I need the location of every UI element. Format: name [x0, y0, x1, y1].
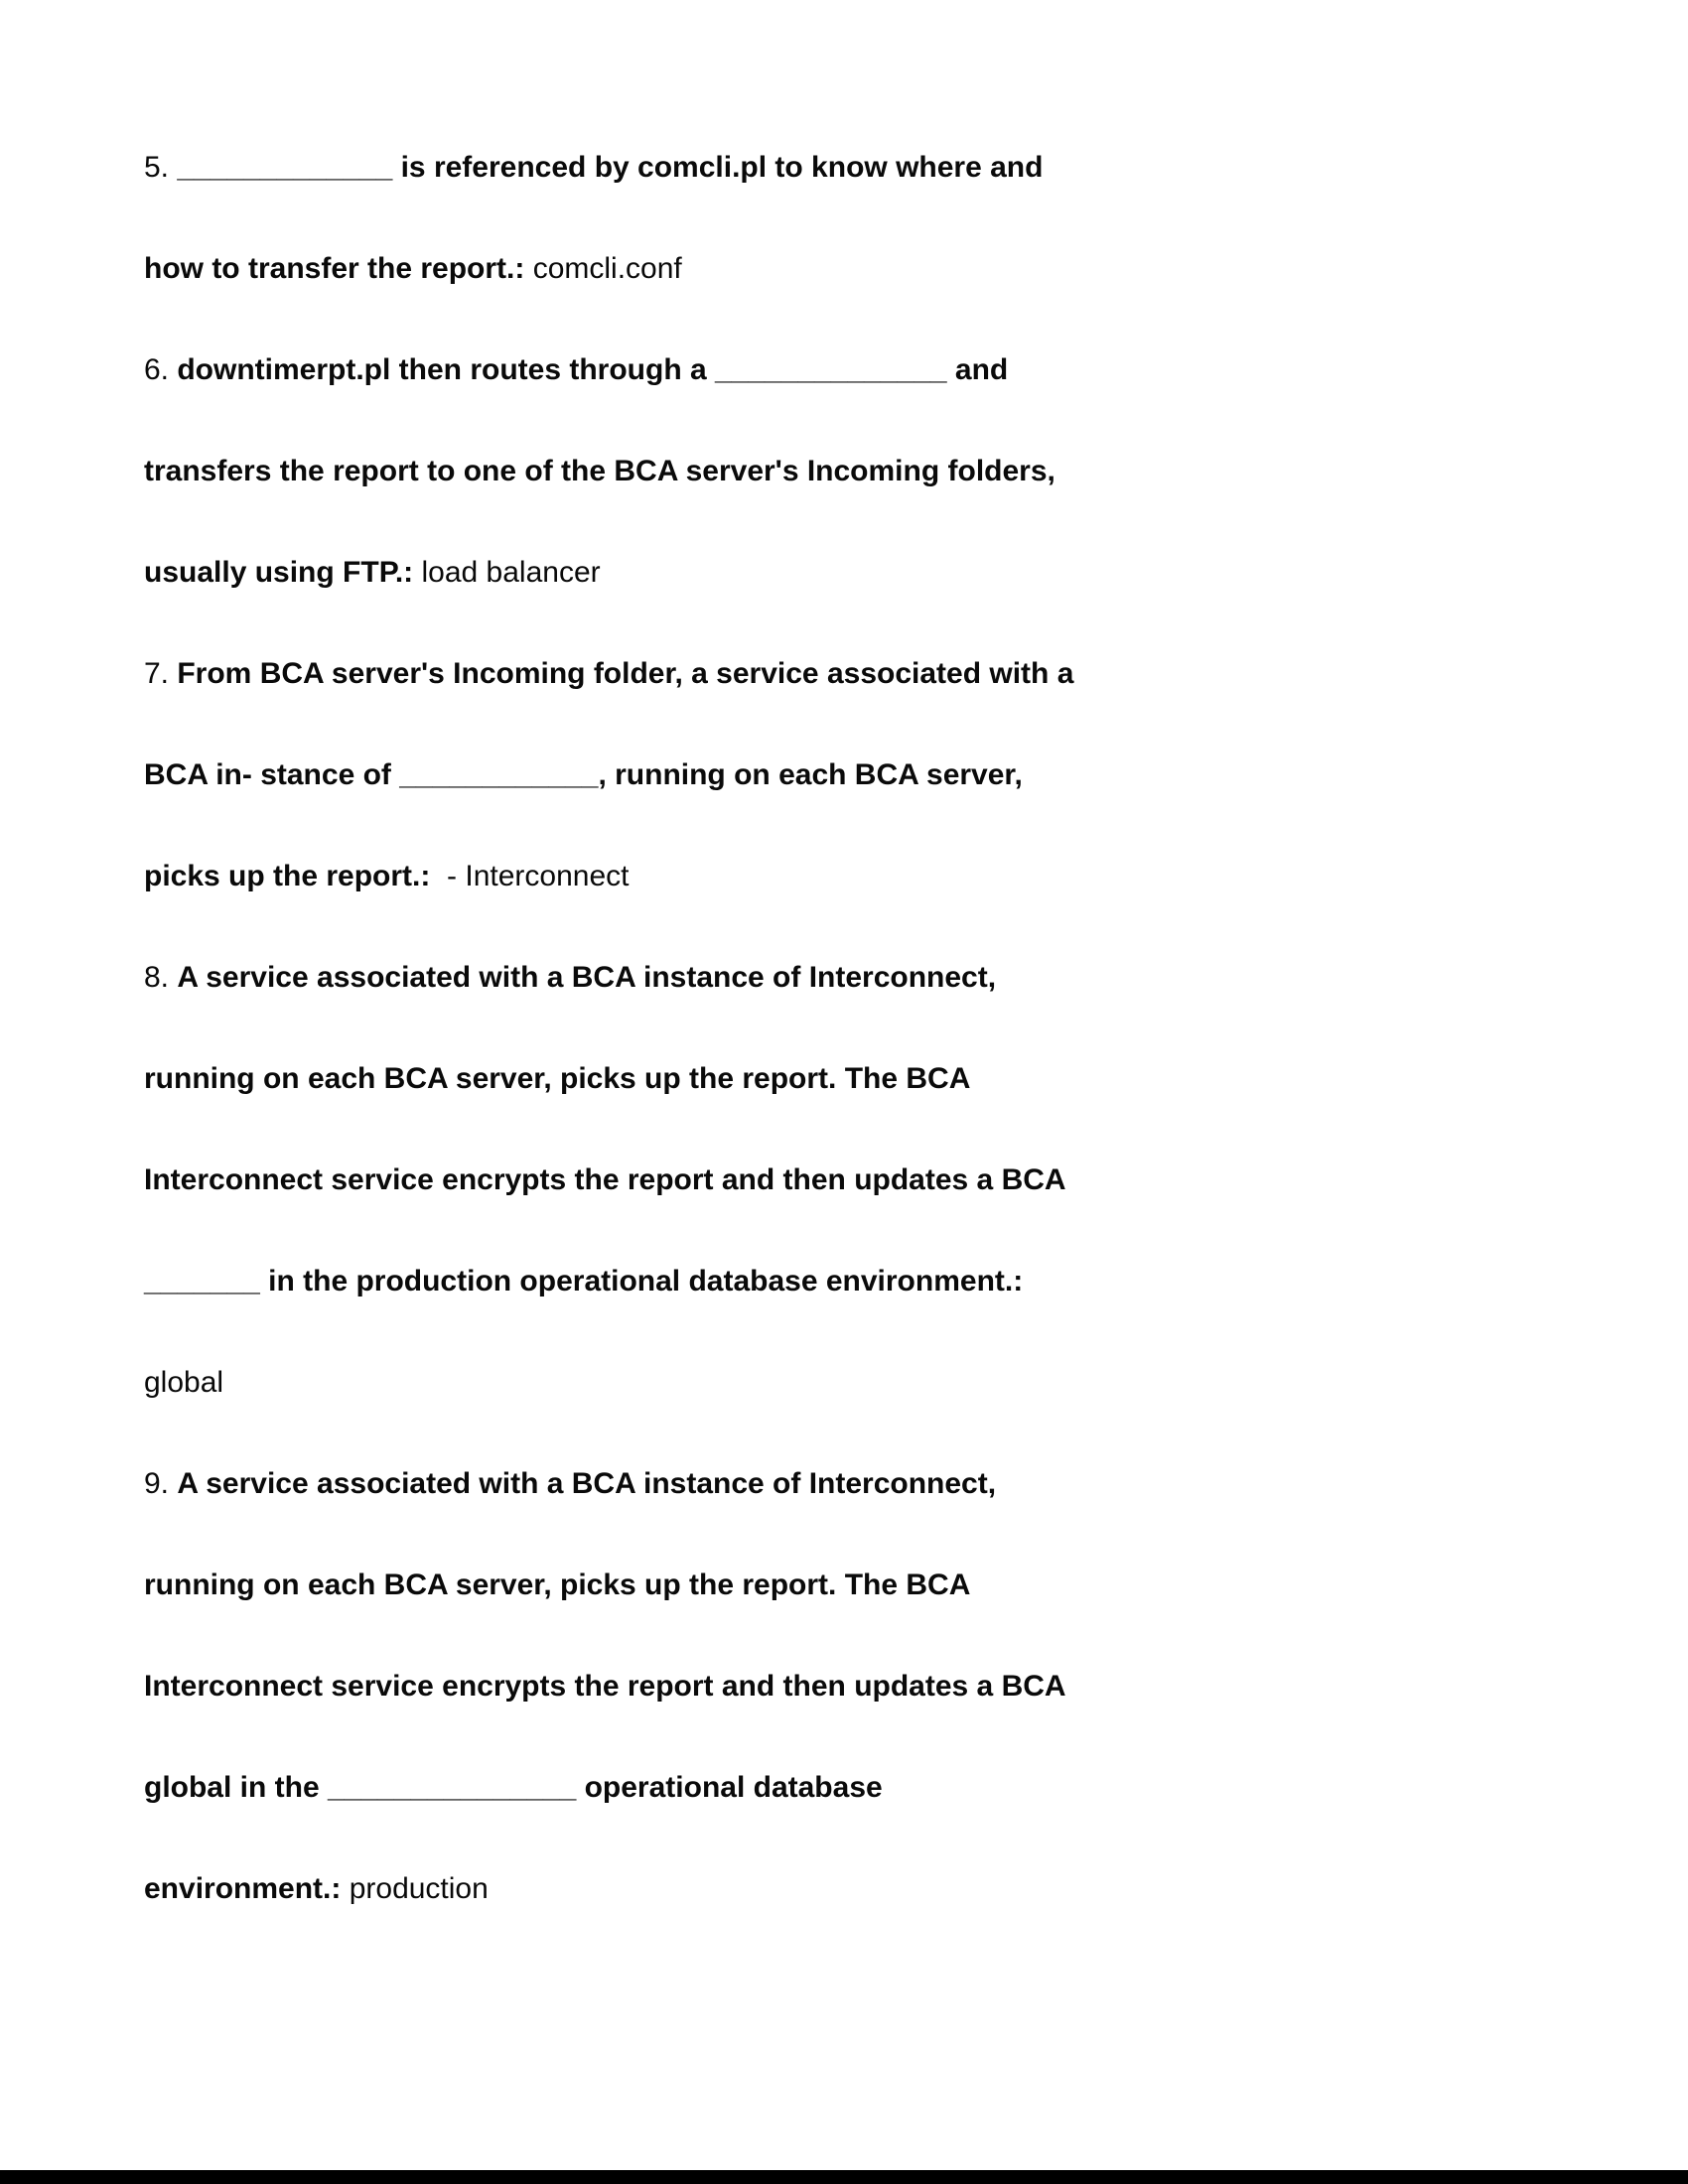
answer-text: comcli.conf [532, 252, 682, 285]
qa-item [144, 623, 1077, 927]
item-number: 9. [144, 1467, 178, 1500]
document-content [144, 117, 1077, 1940]
answer-text: production [349, 1872, 489, 1905]
question-text: A service associated with a BCA instance of Interconnect, running on each BCA server, picks up the report. The BCA Interconnect service encrypts the report and then updates a BCA global in the _______________ operational database environment.: [144, 1467, 1065, 1905]
item-number: 8. [144, 961, 178, 994]
qa-item [144, 117, 1077, 320]
item-number: 7. [144, 657, 178, 690]
answer-text: load balancer [421, 556, 601, 589]
qa-item [144, 1433, 1077, 1940]
question-text: downtimerpt.pl then routes through a ______________ and transfers the report to one of the BCA server's Incoming folders, usually using FTP.: [144, 353, 1055, 589]
bottom-bar [0, 2170, 1688, 2184]
qa-item [144, 320, 1077, 623]
question-text: _____________ is referenced by comcli.pl to know where and how to transfer the report.: [144, 151, 1044, 285]
answer-text: - Interconnect [438, 860, 630, 892]
qa-item [144, 927, 1077, 1433]
question-text: A service associated with a BCA instance of Interconnect, running on each BCA server, picks up the report. The BCA Interconnect service encrypts the report and then updates a BCA _______ in the production operational database environment.: [144, 961, 1065, 1297]
item-number: 5. [144, 151, 178, 184]
item-number: 6. [144, 353, 178, 386]
question-text: From BCA server's Incoming folder, a service associated with a BCA in- stance of ____________, running on each BCA server, picks up the report.: [144, 657, 1074, 892]
answer-text: global [144, 1366, 224, 1399]
